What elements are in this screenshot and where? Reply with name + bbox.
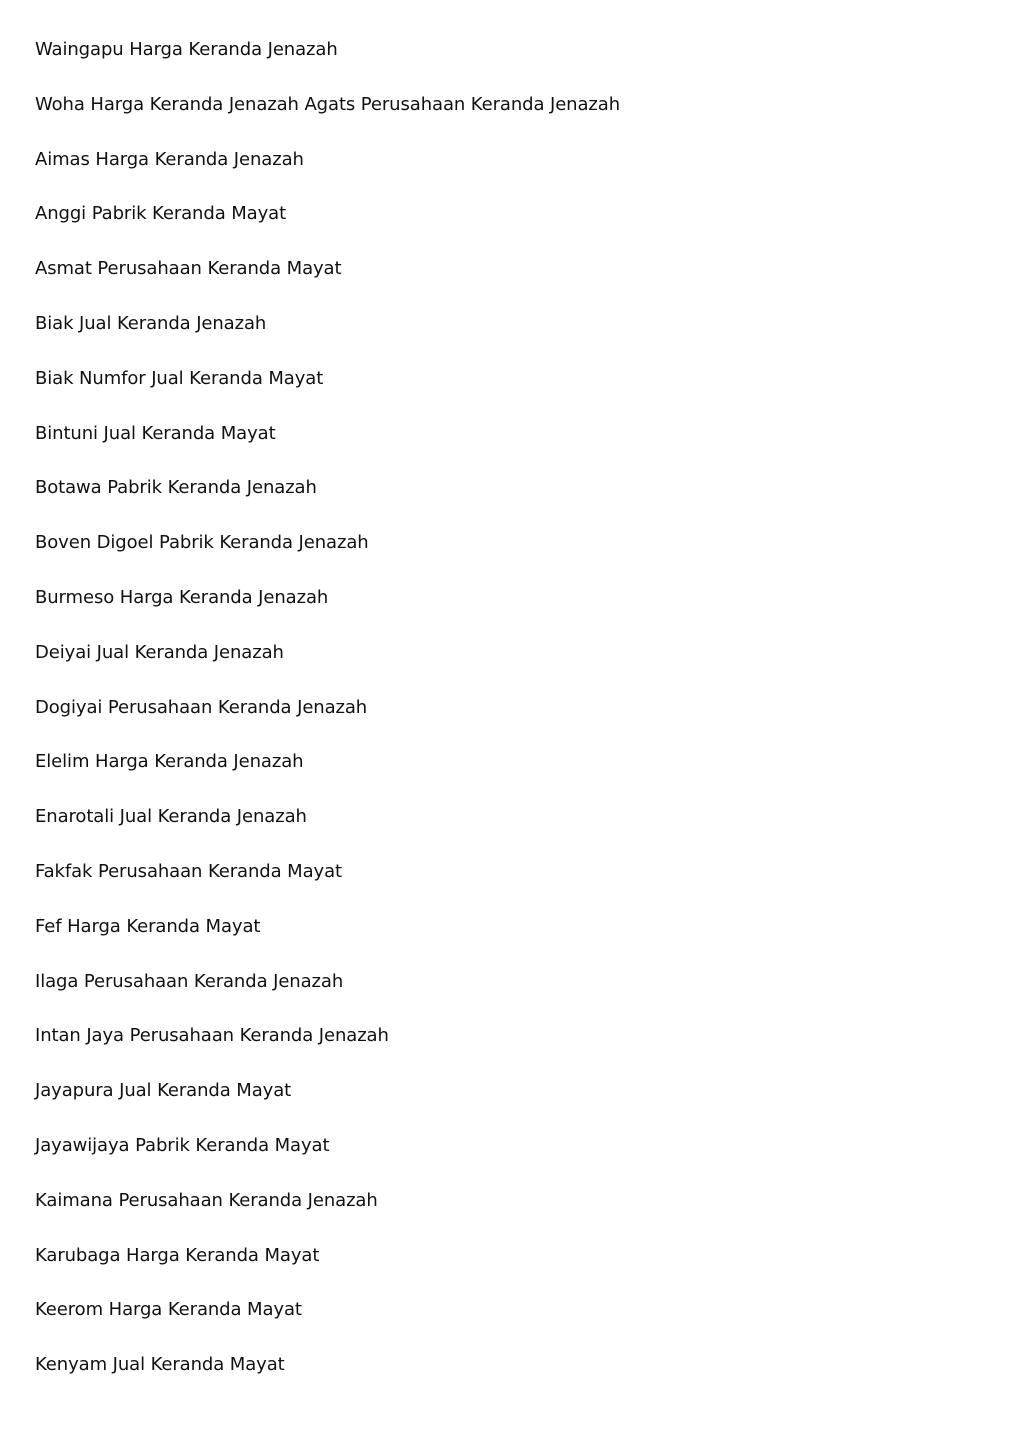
text-list	[35, 36, 620, 1406]
list-item: Fef Harga Keranda Mayat	[35, 915, 261, 937]
list-item: Enarotali Jual Keranda Jenazah	[35, 806, 307, 828]
list-item: Ilaga Perusahaan Keranda Jenazah	[35, 970, 344, 992]
list-item: Intan Jaya Perusahaan Keranda Jenazah	[35, 1025, 389, 1047]
list-item: Deiyai Jual Keranda Jenazah	[35, 641, 284, 663]
list-item: Keerom Harga Keranda Mayat	[35, 1299, 302, 1321]
list-item: Jayawijaya Pabrik Keranda Mayat	[35, 1134, 330, 1156]
list-item: Botawa Pabrik Keranda Jenazah	[35, 477, 317, 499]
list-item: Kaimana Perusahaan Keranda Jenazah	[35, 1189, 378, 1211]
list-item: Karubaga Harga Keranda Mayat	[35, 1244, 320, 1266]
list-item: Anggi Pabrik Keranda Mayat	[35, 203, 287, 225]
list-item: Bintuni Jual Keranda Mayat	[35, 422, 276, 444]
list-item: Elelim Harga Keranda Jenazah	[35, 751, 304, 773]
list-item: Biak Jual Keranda Jenazah	[35, 312, 267, 334]
list-item: Dogiyai Perusahaan Keranda Jenazah	[35, 696, 368, 718]
list-item: Fakfak Perusahaan Keranda Mayat	[35, 860, 342, 882]
list-item: Jayapura Jual Keranda Mayat	[35, 1080, 292, 1102]
list-item: Asmat Perusahaan Keranda Mayat	[35, 258, 342, 280]
list-item: Biak Numfor Jual Keranda Mayat	[35, 367, 324, 389]
list-item: Aimas Harga Keranda Jenazah	[35, 148, 304, 170]
list-item: Boven Digoel Pabrik Keranda Jenazah	[35, 532, 369, 554]
list-item: Woha Harga Keranda Jenazah Agats Perusahaan Keranda Jenazah	[35, 93, 621, 115]
list-item: Burmeso Harga Keranda Jenazah	[35, 586, 329, 608]
list-item: Waingapu Harga Keranda Jenazah	[35, 39, 338, 60]
list-item: Kenyam Jual Keranda Mayat	[35, 1354, 285, 1376]
